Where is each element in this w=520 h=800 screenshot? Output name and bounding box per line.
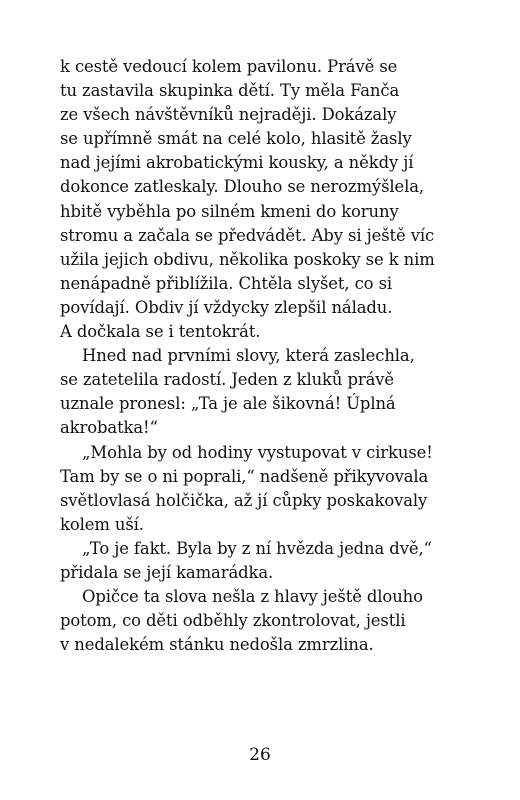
text-line: stromu a začala se předvádět. Aby si ještě víc: [60, 225, 435, 245]
text-line: nad jejími akrobatickými kousky, a někdy jí: [60, 153, 414, 173]
text-line: přidala se její kamarádka.: [60, 562, 274, 582]
text-line: užila jejich obdivu, několika poskoky se k nim: [60, 249, 435, 269]
text-line: ze všech návštěvníků nejraději. Dokázaly: [60, 105, 397, 125]
text-line: dokonce zatleskaly. Dlouho se nerozmýšlela,: [60, 177, 425, 197]
text-line: se zatetelila radostí. Jeden z kluků právě: [60, 370, 395, 390]
body-text: [60, 55, 480, 657]
paragraph-first-line: „To je fakt. Byla by z ní hvězda jedna dvě,“: [82, 538, 432, 558]
text-line: akrobatka!“: [60, 418, 158, 438]
text-line: k cestě vedoucí kolem pavilonu. Právě se: [60, 57, 398, 76]
paragraph-first-line: Opičce ta slova nešla z hlavy ještě dlouho: [82, 587, 423, 607]
paragraph-first-line: Hned nad prvními slovy, která zaslechla,: [82, 346, 415, 366]
text-line: hbitě vyběhla po silném kmeni do koruny: [60, 201, 399, 221]
text-line: uznale pronesl: „Ta je ale šikovná! Úplná: [60, 394, 396, 414]
text-line: se upřímně smát na celé kolo, hlasitě žasly: [60, 129, 412, 149]
text-line: Tam by se o ni poprali,“ nadšeně přikyvovala: [60, 466, 429, 486]
page-number: 26: [249, 745, 271, 765]
text-line: kolem uší.: [60, 514, 144, 534]
text-line: potom, co děti odběhly zkontrolovat, jestli: [60, 611, 406, 631]
paragraph-first-line: „Mohla by od hodiny vystupovat v cirkuse!: [82, 442, 433, 462]
text-line: povídají. Obdiv jí vždycky zlepšil náladu.: [60, 297, 393, 317]
text-line: nenápadně přiblížila. Chtěla slyšet, co si: [60, 273, 393, 293]
text-line: tu zastavila skupinka dětí. Ty měla Fanča: [60, 81, 400, 101]
text-line: v nedalekém stánku nedošla zmrzlina.: [60, 635, 374, 655]
text-line: světlovlasá holčička, až jí cůpky poskakovaly: [60, 490, 428, 510]
text-line: A dočkala se i tentokrát.: [60, 322, 261, 342]
